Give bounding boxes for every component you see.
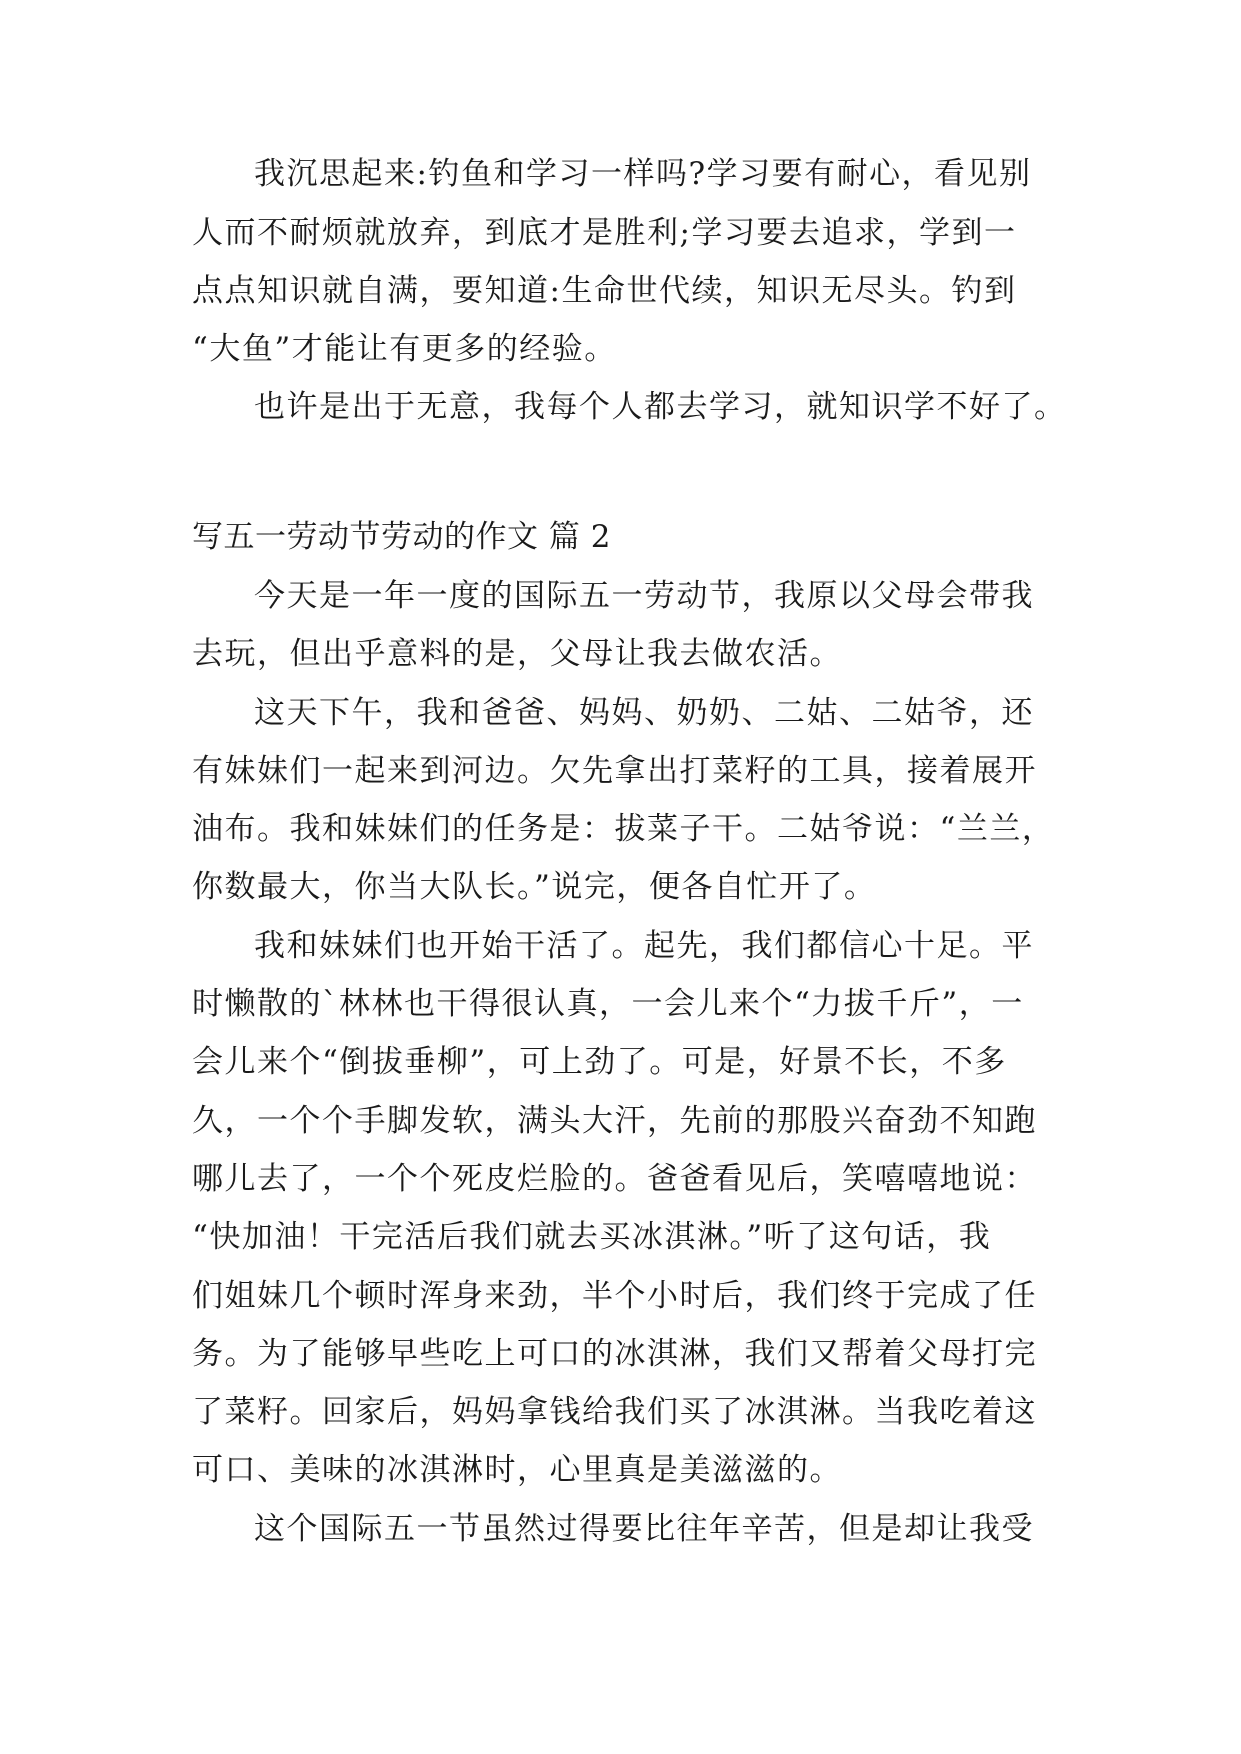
paragraph-line: 点点知识就自满，要知道:生命世代续，知识无尽头。钓到	[192, 273, 1017, 309]
paragraph-line: 油布。我和妹妹们的任务是：拔菜子干。二姑爷说：“兰兰，	[192, 811, 1055, 847]
paragraph-line: “大鱼”才能让有更多的经验。	[192, 331, 617, 367]
paragraph-line: 人而不耐烦就放弃，到底才是胜利;学习要去追求，学到一	[192, 215, 1017, 251]
paragraph-line: 我沉思起来:钓鱼和学习一样吗?学习要有耐心，看见别	[254, 156, 1032, 192]
paragraph-line: 久，一个个手脚发软，满头大汗，先前的那股兴奋劲不知跑	[192, 1103, 1037, 1139]
paragraph-line: 你数最大，你当大队长。”说完，便各自忙开了。	[192, 869, 877, 905]
paragraph-line: 时懒散的`林林也干得很认真，一会儿来个“力拔千斤”，一	[192, 986, 1024, 1022]
paragraph-line: 有妹妹们一起来到河边。欠先拿出打菜籽的工具，接着展开	[192, 753, 1037, 789]
paragraph-line: 会儿来个“倒拔垂柳”，可上劲了。可是，好景不长，不多	[192, 1044, 1007, 1080]
paragraph-line: 了菜籽。回家后，妈妈拿钱给我们买了冰淇淋。当我吃着这	[192, 1394, 1037, 1430]
paragraph-line: 们姐妹几个顿时浑身来劲，半个小时后，我们终于完成了任	[192, 1278, 1037, 1314]
paragraph-line: 今天是一年一度的国际五一劳动节，我原以父母会带我	[254, 578, 1034, 614]
paragraph-line: 这天下午，我和爸爸、妈妈、奶奶、二姑、二姑爷，还	[254, 695, 1034, 731]
paragraph-line: “快加油！干完活后我们就去买冰淇淋。”听了这句话，我	[192, 1219, 992, 1255]
paragraph-line: 我和妹妹们也开始干活了。起先，我们都信心十足。平	[254, 928, 1034, 964]
paragraph-line: 也许是出于无意，我每个人都去学习，就知识学不好了。	[254, 389, 1067, 425]
paragraph-line: 务。为了能够早些吃上可口的冰淇淋，我们又帮着父母打完	[192, 1336, 1037, 1372]
paragraph-line: 这个国际五一节虽然过得要比往年辛苦，但是却让我受	[254, 1511, 1034, 1547]
paragraph-line: 哪儿去了，一个个死皮烂脸的。爸爸看见后，笑嘻嘻地说：	[192, 1161, 1037, 1197]
paragraph-line: 可口、美味的冰淇淋时，心里真是美滋滋的。	[192, 1452, 842, 1488]
paragraph-line: 去玩，但出乎意料的是，父母让我去做农活。	[192, 636, 842, 672]
section-heading: 写五一劳动节劳动的作文 篇 2	[192, 519, 611, 555]
